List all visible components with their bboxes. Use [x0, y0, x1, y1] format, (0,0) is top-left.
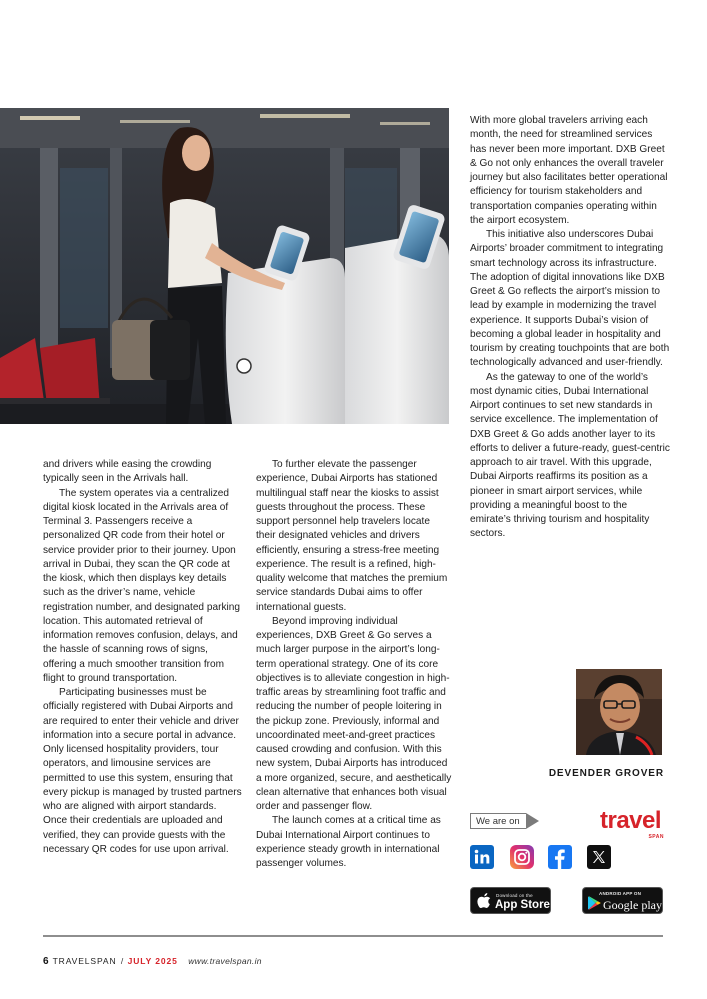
footer-separator: /: [120, 956, 124, 966]
paragraph: This initiative also underscores Dubai Airports’ broader commitment to integrating smart technology across its infrastructure. The adoption of digital innovations like DXB Greet & Go reflects the airport’s mission to lead by example in modernizing the travel experience. It supports Dubai’s vision of becoming a global leader in hospitality and tourism by creating touchpoints that are both technologically advanced and user-friendly.: [470, 229, 670, 369]
linkedin-icon[interactable]: [470, 845, 494, 869]
paragraph: Participating businesses must be officially registered with Dubai Airports and are required to enter their vehicle and driver information into a secure portal in advance. Only licensed hospitality providers, tour operators, and limousine services are permitted to use this system, ensuring that every pickup is managed by trusted partners who are aligned with airport standards. Once their credentials are uploaded and verified, they can provide guests with the necessary QR codes for use upon arrival.: [43, 687, 242, 855]
article-column-1: [43, 458, 243, 857]
paragraph: and drivers while easing the crowding typically seen in the Arrivals hall.: [43, 459, 212, 485]
hero-photo: [0, 108, 449, 424]
footer-rule: [43, 935, 663, 937]
author-photo: [576, 669, 662, 755]
footer-magazine: TRAVELSPAN: [52, 956, 117, 966]
facebook-icon[interactable]: [548, 845, 572, 869]
paragraph: The launch comes at a critical time as Dubai International Airport continues to experience steady growth in international passenger volumes.: [256, 815, 441, 869]
logo-wordmark: travel: [600, 807, 662, 834]
we-are-on-label: We are on: [476, 816, 520, 827]
paragraph: To further elevate the passenger experience, Dubai Airports has stationed multilingual staff near the kiosks to assist guests throughout the process. These support personnel help travelers locate their designated vehicles and drivers efficiently, ensuring a stress-free meeting experience. The result is a refined, high-quality welcome that matches the premium service standards Dubai aims to offer international guests.: [256, 459, 448, 613]
we-are-on-tag: [470, 813, 542, 829]
page-footer: [43, 956, 262, 967]
apple-icon: [477, 893, 491, 909]
paragraph: The system operates via a centralized digital kiosk located in the Arrivals area of Terminal 3. Passengers receive a personalized QR code from their hotel or service provider prior to their journey. Upon arrival in Dubai, they scan the QR code at the kiosk, which then displays key details such as the driver’s name, vehicle registration number, and designated parking location. This automated retrieval of information removes confusion, delays, and the hassle of scanning rows of signs, offering a much smoother transition from flight to ground transportation.: [43, 487, 240, 684]
article-column-3: [470, 114, 670, 542]
instagram-icon[interactable]: [510, 845, 534, 869]
paragraph: As the gateway to one of the world’s most dynamic cities, Dubai International Airport continues to set new standards in service excellence. The implementation of DXB Greet & Go adds another layer to its efforts to deliver a future-ready, guest-centric approach to air travel. With this upgrade, Dubai Airports reaffirms its position as a pioneer in smart airport services, while providing a meaningful boost to the emirate’s thriving tourism and hospitality sectors.: [470, 371, 670, 540]
app-store-badge[interactable]: [470, 887, 551, 914]
article-column-2: [256, 458, 452, 871]
paragraph: Beyond improving individual experiences, DXB Greet & Go serves a much larger purpose in the airport’s long-term operational strategy. One of its core objectives is to alleviate congestion in high-traffic areas by streamlining foot traffic and reducing the number of people loitering in the pickup zone. Previously, informal and uncoordinated meet-and-greet practices caused crowding and confusion. With this new system, Dubai Airports has introduced a more organized, secure, and aesthetically clean alternative that enhances both visual order and passenger flow.: [256, 615, 452, 812]
x-icon[interactable]: [587, 845, 611, 869]
paragraph: With more global travelers arriving each month, the need for streamlined services has never been more important. DXB Greet & Go not only enhances the overall traveler journey but also facilitates better operational efficiency for tourism stakeholders and transportation companies operating within the airport ecosystem.: [470, 115, 668, 226]
app-store-small: Download on the: [496, 893, 533, 898]
google-play-label: Google play: [603, 898, 662, 912]
author-name: DEVENDER GROVER: [548, 768, 664, 779]
page-number: 6: [43, 956, 49, 967]
app-store-label: App Store: [495, 899, 550, 911]
logo-sub: SPAN: [648, 834, 664, 840]
google-play-small: ANDROID APP ON: [599, 891, 642, 896]
google-play-icon: [588, 896, 601, 910]
google-play-badge[interactable]: [582, 887, 663, 914]
travelspan-logo[interactable]: [600, 807, 666, 840]
footer-issue: JULY 2025: [127, 956, 178, 966]
arrow-icon: [526, 813, 539, 829]
footer-url[interactable]: www.travelspan.in: [188, 956, 262, 966]
